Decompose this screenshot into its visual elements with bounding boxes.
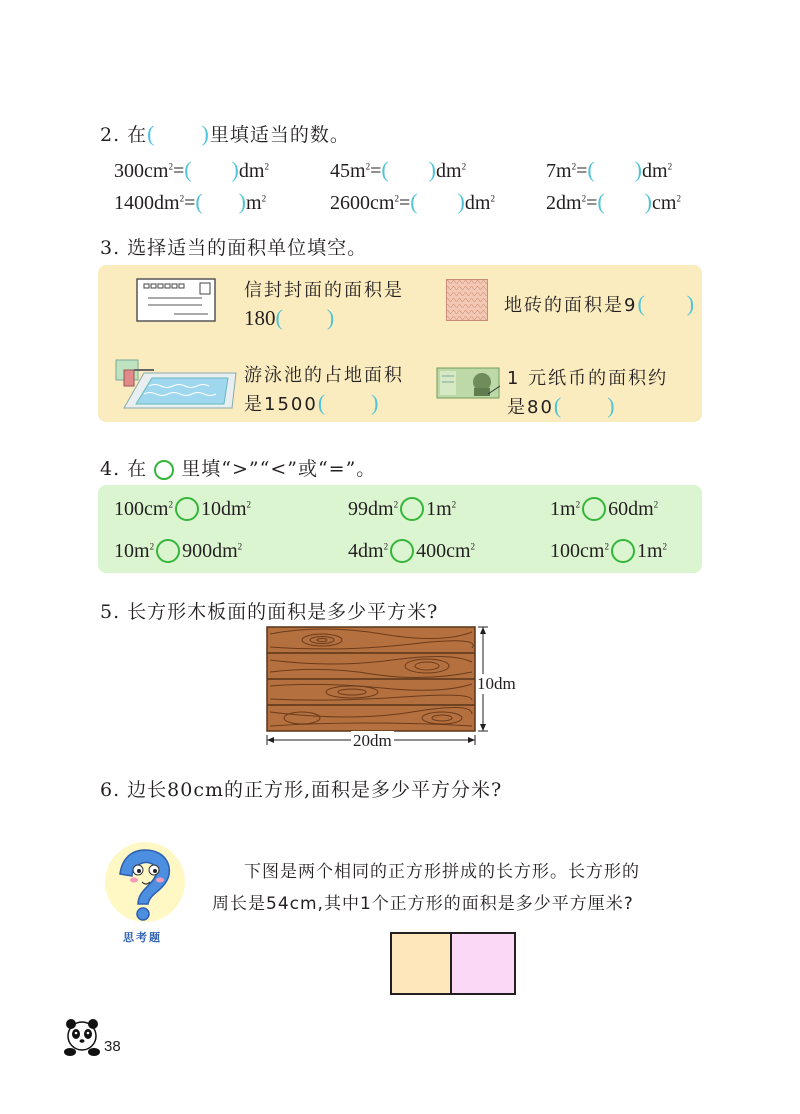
- paren-close: ): [371, 390, 381, 415]
- compare-left: 1m: [550, 498, 576, 520]
- sup: 2: [246, 499, 251, 510]
- banknote-text-2: [507, 393, 617, 419]
- pool-text-1: 游泳池的占地面积: [244, 365, 404, 386]
- q4-title-suffix: 里填“>”“<”或“=”。: [181, 458, 377, 480]
- square-left: [390, 932, 452, 995]
- paren-close: ): [326, 305, 335, 330]
- paren-open: (: [597, 189, 605, 214]
- envelope-text-1: 信封封面的面积是: [244, 280, 404, 301]
- unit: dm: [238, 160, 265, 182]
- compare-right: 900dm: [182, 540, 238, 562]
- compare-right: 1m: [636, 540, 663, 562]
- q6-title: 6. 边长80cm的正方形,面积是多少平方分米?: [100, 779, 503, 801]
- compare-left: 100cm: [550, 540, 605, 562]
- compare-right: 400cm: [416, 540, 471, 562]
- compare-answer-circle[interactable]: [582, 497, 606, 521]
- unit: m: [246, 192, 262, 214]
- banknote-text-1: 1 元纸币的面积约: [507, 368, 669, 389]
- q2-item-left: 2dm: [546, 192, 582, 214]
- compare-right: 60dm: [608, 498, 654, 520]
- paren-open: (: [195, 189, 203, 214]
- sup: 2: [168, 499, 173, 510]
- paren-close: ): [607, 393, 617, 418]
- thinking-badge: 思考题: [123, 931, 162, 944]
- envelope-icon: [136, 278, 216, 322]
- banknote-value: 是80: [507, 397, 554, 418]
- paren-close: ): [686, 291, 697, 316]
- equals: =: [398, 192, 411, 214]
- unit: dm: [436, 160, 462, 182]
- q3-title: 3. 选择适当的面积单位填空。: [100, 237, 368, 259]
- sup: 2: [237, 541, 243, 552]
- swimming-pool-icon: [114, 358, 240, 413]
- compare-answer-circle[interactable]: [390, 539, 414, 563]
- q2-item-4: [114, 189, 266, 215]
- paren-open: (: [184, 157, 192, 182]
- q2-item-left: 300cm: [114, 160, 169, 182]
- sup: 2: [264, 161, 269, 172]
- pool-text-2: [244, 390, 380, 416]
- q4-item-1: [114, 497, 251, 521]
- q2-title-prefix: 2. 在: [100, 124, 148, 146]
- panda-icon: [62, 1016, 102, 1058]
- paren-open: (: [275, 305, 283, 330]
- wood-board-figure: [262, 622, 492, 748]
- q5-title: 5. 长方形木板面的面积是多少平方米?: [100, 601, 439, 623]
- pool-value: 是1500: [244, 394, 318, 415]
- paren-close: ): [634, 157, 642, 182]
- sup: 2: [571, 161, 577, 172]
- paren-close: ): [201, 121, 210, 146]
- thinking-line-2: 周长是54cm,其中1个正方形的面积是多少平方厘米?: [212, 894, 634, 914]
- paren-open: (: [637, 291, 647, 316]
- equals: =: [370, 160, 382, 182]
- paren-open: (: [587, 157, 595, 182]
- height-label: 10dm: [477, 674, 516, 693]
- q4-item-6: [550, 539, 667, 563]
- sup: 2: [149, 541, 155, 552]
- q2-item-2: [330, 157, 466, 183]
- compare-left: 99dm: [348, 498, 394, 520]
- compare-left: 100cm: [114, 498, 169, 520]
- unit: cm: [652, 192, 677, 214]
- q2-item-6: [546, 189, 681, 215]
- compare-circle-icon: [154, 460, 174, 480]
- sup: 2: [179, 193, 185, 204]
- equals: =: [576, 160, 588, 182]
- paren-close: ): [457, 189, 465, 214]
- sup: 2: [667, 161, 673, 172]
- q4-title-prefix: 4. 在: [100, 458, 148, 480]
- q2-title-suffix: 里填适当的数。: [209, 124, 350, 146]
- compare-right: 10dm: [200, 498, 247, 520]
- paren-open: (: [553, 393, 564, 418]
- sup: 2: [393, 499, 399, 510]
- envelope-text-2: [244, 305, 334, 331]
- sup: 2: [653, 499, 659, 510]
- q4-item-4: [114, 539, 242, 563]
- sup: 2: [575, 499, 581, 510]
- sup: 2: [490, 193, 495, 204]
- q4-item-3: [550, 497, 658, 521]
- compare-answer-circle[interactable]: [611, 539, 635, 563]
- paren-open: (: [317, 390, 328, 415]
- q2-item-left: 45m: [330, 160, 366, 182]
- sup: 2: [394, 193, 399, 204]
- unit: dm: [642, 160, 668, 182]
- equals: =: [184, 192, 196, 214]
- compare-answer-circle[interactable]: [400, 497, 424, 521]
- q2-item-left: 2600cm: [330, 192, 395, 214]
- q2-item-5: [330, 189, 495, 215]
- sup: 2: [662, 541, 667, 552]
- thinking-question-mascot-icon: [100, 840, 190, 935]
- q2-item-left: 7m: [546, 160, 572, 182]
- equals: =: [586, 192, 598, 214]
- sup: 2: [261, 193, 267, 204]
- paren-close: ): [428, 157, 436, 182]
- q4-item-5: [348, 539, 475, 563]
- equals: =: [172, 160, 185, 182]
- paren-close: ): [231, 157, 239, 182]
- paren-open: (: [410, 189, 418, 214]
- q2-item-1: [114, 157, 269, 183]
- compare-answer-circle[interactable]: [175, 497, 199, 521]
- page-number: 38: [104, 1038, 121, 1055]
- q2-item-3: [546, 157, 672, 183]
- compare-left: 10m: [114, 540, 150, 562]
- compare-answer-circle[interactable]: [156, 539, 180, 563]
- tile-label: 地砖的面积是9: [504, 295, 638, 316]
- unit: dm: [464, 192, 491, 214]
- q4-item-2: [348, 497, 456, 521]
- banknote-icon: [436, 366, 502, 402]
- paren-close: ): [238, 189, 246, 214]
- sup: 2: [383, 541, 389, 552]
- sup: 2: [676, 193, 681, 204]
- square-right: [452, 932, 516, 995]
- thinking-line-1: 下图是两个相同的正方形拼成的长方形。长方形的: [244, 862, 640, 882]
- sup: 2: [451, 499, 457, 510]
- compare-left: 4dm: [348, 540, 384, 562]
- sup: 2: [168, 161, 173, 172]
- sup: 2: [604, 541, 609, 552]
- paren-open: (: [381, 157, 389, 182]
- compare-right: 1m: [426, 498, 452, 520]
- sup: 2: [470, 541, 475, 552]
- q4-title: [100, 454, 376, 481]
- tile-text: [504, 291, 696, 317]
- sup: 2: [365, 161, 371, 172]
- paren-open: (: [147, 121, 156, 146]
- q2-item-left: 1400dm: [114, 192, 180, 214]
- sup: 2: [461, 161, 467, 172]
- paren-close: ): [644, 189, 652, 214]
- width-label: 20dm: [353, 731, 392, 750]
- sup: 2: [581, 193, 587, 204]
- q2-title: [100, 120, 350, 147]
- envelope-value: 180: [244, 306, 276, 330]
- floor-tile-icon: [446, 279, 488, 321]
